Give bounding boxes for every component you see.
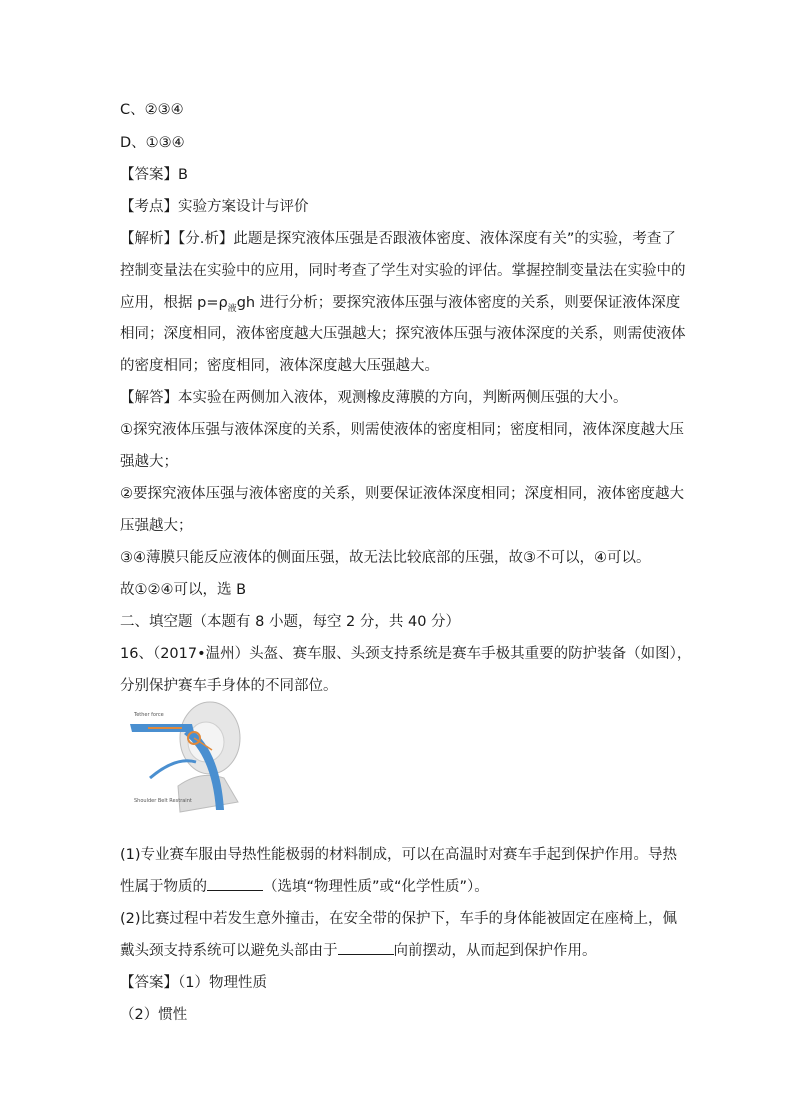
q16-sub1-line-2 [120,877,489,897]
q16-answer-line [120,973,267,993]
q16-sub1-pre: 性属于物质的 [120,879,207,895]
answer-blank-2[interactable] [338,942,394,955]
jieda-point-1a: ①探究液体压强与液体深度的关系，则需使液体的密度相同；密度相同，液体深度越大压 [120,422,684,438]
kaodian-text: 实验方案设计与评价 [178,199,309,215]
jieda-conclusion: 故①②④可以，选 B [120,582,247,598]
fig-label-bottom: Shoulder Belt Restraint [134,798,192,804]
answer-blank-1[interactable] [207,878,263,891]
jiexi-text-3a: 应用，根据 p=ρ [120,295,228,311]
q16-sub2-post: 向前摆动，从而起到保护作用。 [393,943,597,959]
jiexi-text-1: 此题是探究液体压强是否跟液体密度、液体深度有关”的实验，考查了 [233,231,676,247]
jiexi-line-3 [120,293,680,315]
section-heading: 二、填空题（本题有 8 小题，每空 2 分，共 40 分） [120,614,461,630]
q16-sub2-pre: 戴头颈支持系统可以避免头部由于 [120,943,338,959]
jiexi-tag: 【解析】 [120,231,178,247]
jiexi-text-3b: gh 进行分析；要探究液体压强与液体密度的关系，则要保证液体深度 [236,295,681,311]
jieda-text: 本实验在两侧加入液体，观测橡皮薄膜的方向，判断两侧压强的大小。 [178,390,628,406]
jieda-point-3: ③④薄膜只能反应液体的侧面压强，故无法比较底部的压强，故③不可以，④可以。 [120,550,651,566]
jiexi-line-1 [120,229,676,249]
answer-b [120,165,188,185]
answer-tag: 【答案】 [120,167,178,183]
q16-answer-1: （1）物理性质 [178,975,267,991]
option-c: C、②③④ [120,102,184,118]
jieda-tag: 【解答】 [120,390,178,406]
fig-label-top: Tether force [134,712,164,718]
q16-sub2-line-1: (2)比赛过程中若发生意外撞击，在安全带的保护下，车手的身体能被固定在座椅上，佩 [120,911,678,927]
answer-value: B [178,167,188,183]
jiexi-line-4: 相同；深度相同，液体密度越大压强越大；探究液体压强与液体深度的关系，则需使液体 [120,326,686,342]
kaodian [120,197,309,217]
q16-answer-2: （2）惯性 [120,1007,188,1023]
jieda-point-1b: 强越大； [120,454,178,470]
hans-device-illustration [120,698,246,822]
q16-answer-tag: 【答案】 [120,975,178,991]
rho-subscript: 液 [227,304,237,314]
q16-sub2-line-2 [120,941,597,961]
q16-line-2: 分别保护赛车手身体的不同部位。 [120,678,338,694]
option-d: D、①③④ [120,135,185,151]
jieda-line-1 [120,388,628,408]
jieda-point-2a: ②要探究液体压强与液体密度的关系，则要保证液体深度相同；深度相同，液体密度越大 [120,486,684,502]
q16-line-1: 16、（2017•温州）头盔、赛车服、头颈支持系统是赛车手极其重要的防护装备（如图）， [120,646,692,662]
q16-sub1-post: （选填“物理性质”或“化学性质”）。 [263,879,489,895]
jiexi-line-2: 控制变量法在实验中的应用，同时考查了学生对实验的评估。掌握控制变量法在实验中的 [120,263,686,279]
q16-sub1-line-1: (1)专业赛车服由导热性能极弱的材料制成，可以在高温时对赛车手起到保护作用。导热 [120,847,678,863]
jiexi-line-5: 的密度相同；密度相同，液体深度越大压强越大。 [120,358,439,374]
hans-device-figure [120,698,246,822]
jieda-point-2b: 压强越大； [120,518,193,534]
fenxi-tag: 【分.析】 [178,231,234,247]
kaodian-tag: 【考点】 [120,199,178,215]
